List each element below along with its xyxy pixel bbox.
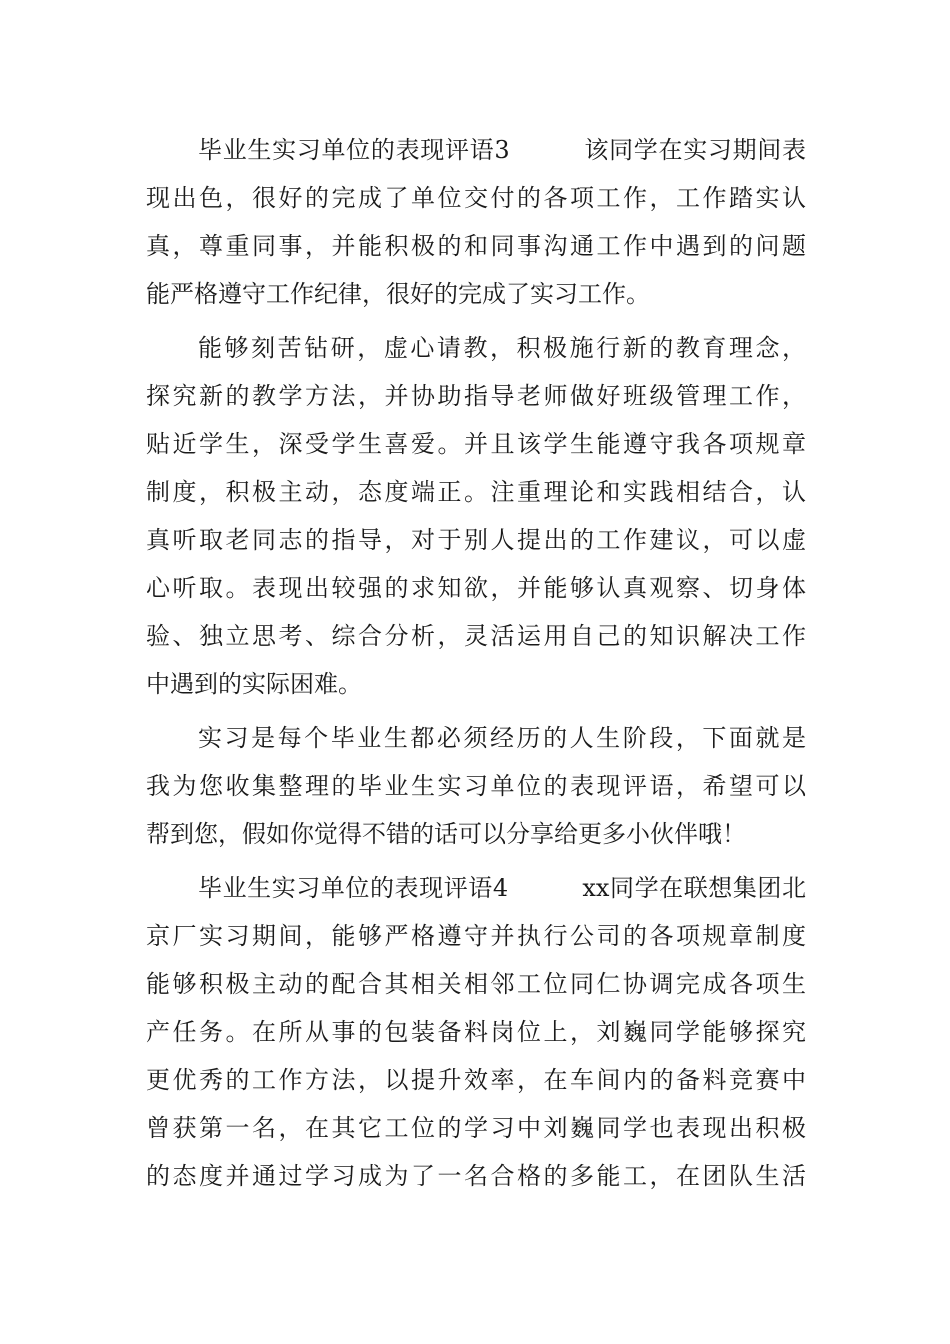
text-line: 的态度并通过学习成为了一名合格的多能工，在团队生活 [146,1162,806,1190]
text-line: 真，尊重同事，并能积极的和同事沟通工作中遇到的问题 [146,232,806,260]
text-line: 实习是每个毕业生都必须经历的人生阶段，下面就是 [198,724,806,752]
text-line: 心听取。表现出较强的求知欲，并能够认真观察、切身体 [146,574,806,602]
text-line: 毕业生实习单位的表现评语3 该同学在实习期间表 [198,136,806,164]
text-line: 能严格遵守工作纪律，很好的完成了实习工作。 [146,280,650,308]
text-line: 贴近学生，深受学生喜爱。并且该学生能遵守我各项规章 [146,430,806,458]
text-line: 探究新的教学方法，并协助指导老师做好班级管理工作， [146,382,806,410]
text-line: 制度，积极主动，态度端正。注重理论和实践相结合，认 [146,478,806,506]
text-line: 曾获第一名，在其它工位的学习中刘巍同学也表现出积极 [146,1114,806,1142]
text-line: 帮到您，假如你觉得不错的话可以分享给更多小伙伴哦！ [146,820,746,848]
text-line: 验、独立思考、综合分析，灵活运用自己的知识解决工作 [146,622,806,650]
text-line: 能够积极主动的配合其相关相邻工位同仁协调完成各项生 [146,970,806,998]
text-line: 京厂实习期间，能够严格遵守并执行公司的各项规章制度 [146,922,806,950]
text-line: 我为您收集整理的毕业生实习单位的表现评语，希望可以 [146,772,806,800]
text-line: 中遇到的实际困难。 [146,670,362,698]
text-line: 现出色，很好的完成了单位交付的各项工作，工作踏实认 [146,184,806,212]
text-line: 真听取老同志的指导，对于别人提出的工作建议，可以虚 [146,526,806,554]
text-line: 产任务。在所从事的包装备料岗位上，刘巍同学能够探究 [146,1018,806,1046]
text-line: 更优秀的工作方法，以提升效率，在车间内的备料竞赛中 [146,1066,806,1094]
text-line: 毕业生实习单位的表现评语4 xx同学在联想集团北 [198,874,806,902]
text-line: 能够刻苦钻研，虚心请教，积极施行新的教育理念， [198,334,806,362]
